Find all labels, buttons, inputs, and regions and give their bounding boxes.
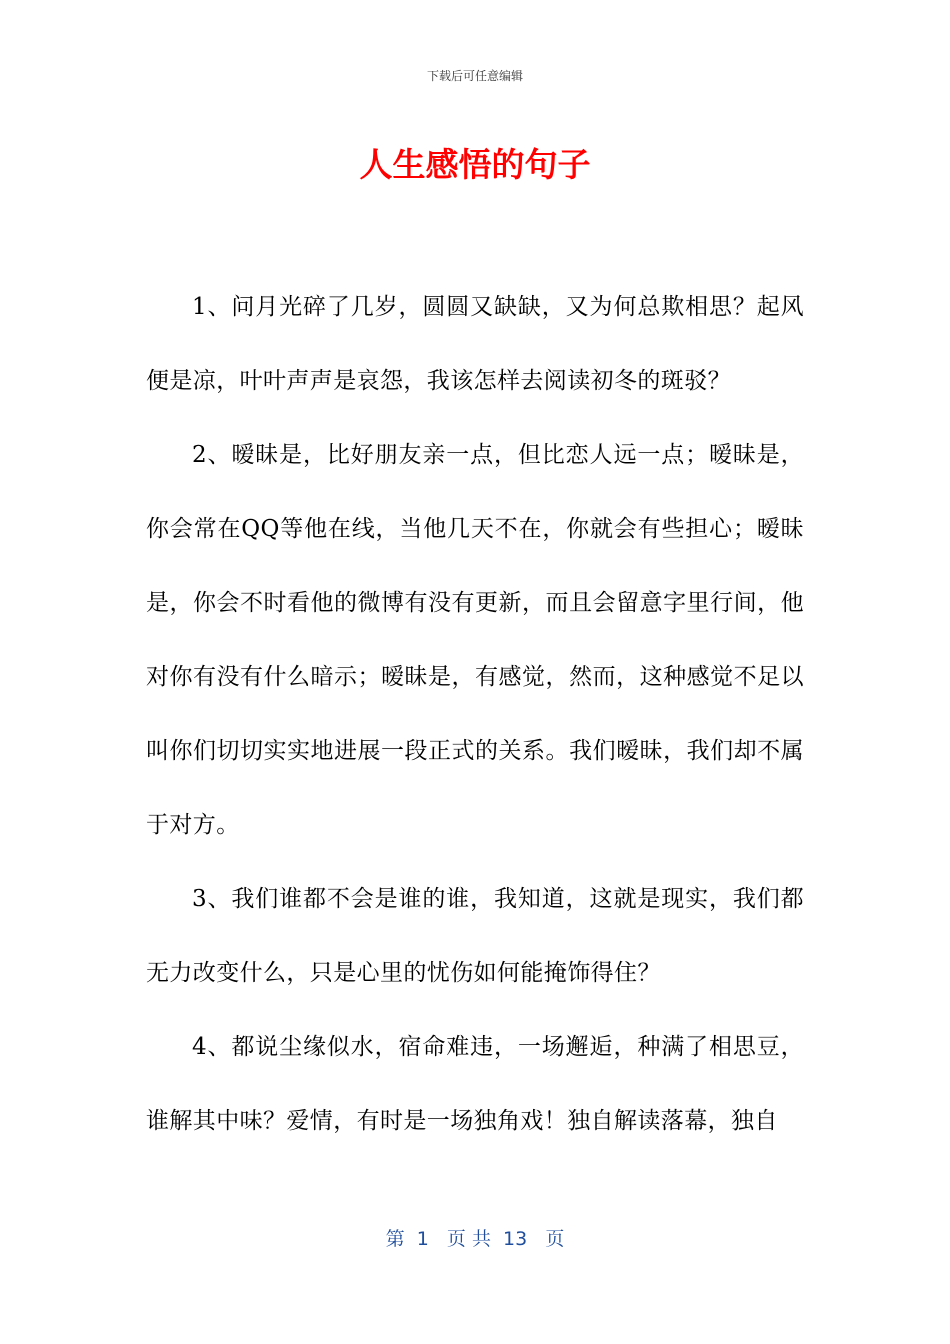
paragraph-3: 3、我们谁都不会是谁的谁，我知道，这就是现实，我们都无力改变什么，只是心里的忧伤如何能掩饰得住？ — [146, 886, 804, 986]
paragraph-4: 4、都说尘缘似水，宿命难违，一场邂逅，种满了相思豆，谁解其中味？爱情，有时是一场独角戏！独自解读落幕，独自 — [146, 1034, 804, 1134]
header-note: 下载后可任意编辑 — [426, 69, 523, 83]
paragraph-2: 2、暧昧是，比好朋友亲一点，但比恋人远一点；暧昧是，你会常在QQ等他在线，当他几天不在，你就会有些担心；暧昧是，你会不时看他的微博有没有更新，而且会留意字里行间，他对你有没有什么暗示；暧昧是，有感觉，然而，这种感觉不足以叫你们切切实实地进展一段正式的关系。我们暧昧，我们却不属于对方。 — [146, 442, 804, 838]
document-body — [146, 270, 804, 1158]
document-title: 人生感悟的句子 — [359, 145, 591, 184]
paragraph-1: 1、问月光碎了几岁，圆圆又缺缺，又为何总欺相思？起风便是凉，叶叶声声是哀怨，我该怎样去阅读初冬的斑驳？ — [146, 294, 804, 394]
page-indicator: 第 1 页 共 13 页 — [385, 1228, 565, 1250]
